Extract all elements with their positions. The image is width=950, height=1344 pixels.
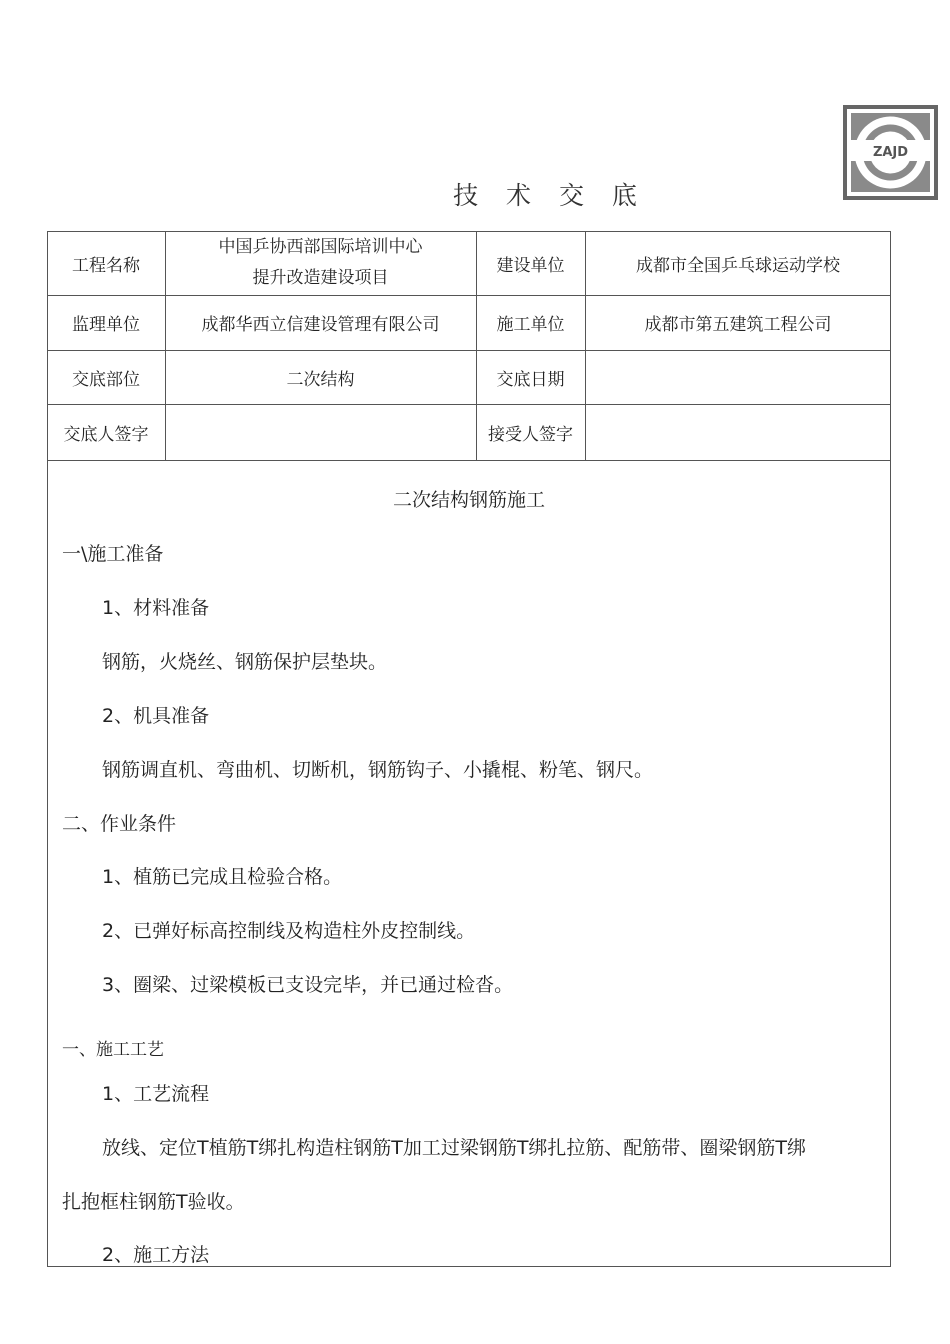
project-name-line1: 中国乒协西部国际培训中心 [218,237,423,257]
logo-text: ZAJD [872,145,909,160]
project-name-line2: 提升改造建设项目 [252,268,389,288]
project-name-value [165,231,476,295]
supervisor-value: 成都华西立信建设管理有限公司 [201,315,440,335]
date-value[interactable] [585,350,891,404]
section-2-title: 二、作业条件 [62,813,177,835]
section-2-item-3: 3、圈梁、过梁模板已支设完毕，并已通过检沓。 [102,974,514,996]
content-heading: 二次结构钢筋施工 [392,489,545,511]
section-1-2-title: 2、机具准备 [102,705,210,727]
location-value: 二次结构 [286,369,355,390]
contractor-value: 成都市第五建筑工程公司 [644,315,832,335]
section-3-title: 一、施工工艺 [62,1040,164,1060]
section-1-1-text: 钢筋，火烧丝、钢筋保护层垫块。 [102,651,388,673]
giver-signature-label: 交底人签字 [63,424,149,445]
section-3-1-title: 1、工艺流程 [102,1083,210,1105]
contractor-label: 施工单位 [496,315,565,335]
location-label: 交底部位 [72,369,140,390]
section-3-1-line-2: 扎抱框柱钢筋T验收。 [62,1191,245,1213]
client-label: 建设单位 [496,255,565,276]
section-1-title: 一\施工准备 [62,543,164,565]
receiver-signature-field[interactable] [585,404,891,460]
project-name-label: 工程名称 [72,255,140,276]
giver-signature-field[interactable] [165,404,476,460]
document-title: 技 术 交 底 [453,181,647,210]
supervisor-label: 监理单位 [72,315,140,335]
section-2-item-1: 1、植筋已完成且检验合格。 [102,866,343,888]
section-2-item-2: 2、已弹好标高控制线及构造柱外皮控制线。 [102,920,476,942]
section-3-2-title: 2、施工方法 [102,1244,210,1266]
section-1-1-title: 1、材料准备 [102,597,210,619]
section-3-1-line-1: 放线、定位T植筋T绑扎构造柱钢筋T加工过梁钢筋T绑扎拉筋、配筋带、圈梁钢筋T绑 [102,1137,807,1159]
date-label: 交底日期 [496,369,565,390]
table-row-divider [47,460,891,461]
receiver-signature-label: 接受人签字 [488,424,573,445]
section-1-2-text: 钢筋调直机、弯曲机、切断机，钢筋钩子、小撬棍、粉笔、钢尺。 [102,759,654,781]
client-value: 成都市全国乒乓球运动学校 [636,255,840,276]
